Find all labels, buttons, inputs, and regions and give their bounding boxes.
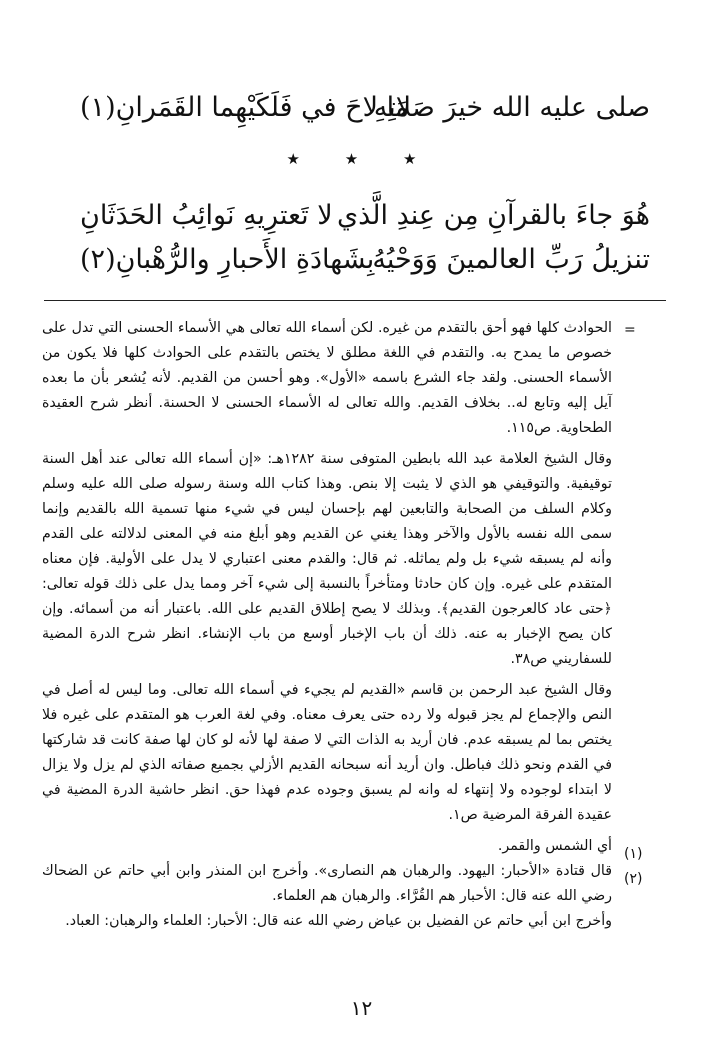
- verse-line-3: [80, 240, 650, 280]
- section-separator-stars: ★ ★ ★: [286, 150, 437, 168]
- verse-line-1: [80, 88, 650, 128]
- footnote-paragraph-3: وقال الشيخ عبد الرحمن بن قاسم «القديم لم يجيء في أسماء الله تعالى. وما ليس له أصل في النص والإجماع لم يجز قبوله ولا رده حتى يعرف معناه. وفي لغة العرب هو المتقدم على غيره فلا يختص بما لم يسبقه عدم. فان أريد به الذات التي لا صفة لها لأنه لو كان لها صفة كانت قد شاركتها في القدم ونحو ذلك فباطل. وان أريد أنه سبحانه القديم الأزلي بجميع صفاته الذي لم يزل ولا يزال لا ابتداء لوجوده ولا إنتهاء له وانه لم يسبق وجوده عدم فهذا حق. انظر حاشية الدرة المضية في عقيدة الفرقة المرضية ص١.: [42, 682, 612, 823]
- footnote-2-number: (٢): [624, 871, 643, 887]
- footnote-2-text: قال قتادة «الأحبار: اليهود. والرهبان هم النصارى». وأخرج ابن المنذر وابن أبي حاتم عن الضحاك رضي الله عنه قال: الأحبار هم القُرَّاء. والرهبان هم العلماء.: [42, 863, 612, 904]
- footnote-2-continued: وأخرج ابن أبي حاتم عن الفضيل بن عياض رضي الله عنه قال: الأحبار: العلماء والرهبان: العباد.: [65, 913, 612, 929]
- footnote-1-text: أي الشمس والقمر.: [497, 838, 612, 854]
- footnotes: [42, 316, 612, 940]
- verse-2-second-hemistich: لا تَعترِيهِ نَوائِبُ الحَدَثَانِ: [80, 200, 333, 231]
- footnote-1-number: (١): [624, 846, 643, 862]
- footnote-divider: [44, 300, 666, 301]
- page-number: ١٢: [350, 996, 373, 1020]
- verse-3-first-hemistich: تنزيلُ رَبِّ العالمينَ وَوَحْيُهُ: [372, 244, 650, 275]
- verse-1-second-hemistich: مَا لاحَ في فَلَكَيْهِما القَمَرانِ(١): [80, 92, 410, 123]
- verse-line-2: [80, 196, 650, 236]
- footnote-paragraph-2: وقال الشيخ العلامة عبد الله بابطين المتوفى سنة ١٢٨٢هـ: «إن أسماء الله تعالى عند أهل السنة توقيفية. والتوقيفي هو الذي لا يثبت إلا بنص. وهذا كتاب الله وسنة رسوله صلى الله عليه وسلم وكلام السلف من الصحابة والتابعين لهم بإحسان ليس في شيء منها تسمية الله بالقديم وإنما سمى الله نفسه بالأول والآخر وهذا يغني عن القديم وهو أبلغ منه في المعنى لدلالته على القدم وأنه لم يسبقه شيء بل ولم يماثله. ثم قال: والقدم معنى اعتباري لا يدل على الأولية. فإن معناه المتقدم على غيره. وإن كان حادثا ومتأخراً بالنسبة إلى شيء آخر ومما يدل على ذلك قوله تعالى: ﴿حتى عاد كالعرجون القديم﴾. وبذلك لا يصح إطلاق القديم على الله. باعتبار أنه من أسمائه. وإن كان يصح الإخبار به عنه. ذلك أن باب الإخبار أوسع من باب الإنشاء. انظر شرح الدرة المضية للسفاريني ص٣٨.: [42, 451, 612, 667]
- footnote-paragraph-1: الحوادث كلها فهو أحق بالتقدم من غيره. لكن أسماء الله تعالى هي الأسماء الحسنى التي تدل على خصوص ما يمدح به. والتقدم في اللغة مطلق لا يختص بالتقدم على الحوادث كلها فلا يكون من الأسماء الحسنى. ولقد جاء الشرع باسمه «الأول». وهو أحسن من القديم. لأنه يُشعر بأن ما بعده آيل إليه وتابع له.. بخلاف القديم. والله تعالى له الأسماء الحسنى لا الحسنة. أنظر شرح العقيدة الطحاوية. ص١١٥.: [42, 320, 612, 436]
- verse-1-first-hemistich: صلى عليه الله خيرَ صَلاتِهِ: [373, 92, 650, 123]
- verse-2-first-hemistich: هُوَ جاءَ بالقرآنِ مِن عِندِ الَّذي: [336, 200, 650, 231]
- verse-3-second-hemistich: بِشَهادَةِ الأَحبارِ والرُّهْبانِ(٢): [80, 244, 375, 275]
- continuation-marker: =: [624, 322, 636, 338]
